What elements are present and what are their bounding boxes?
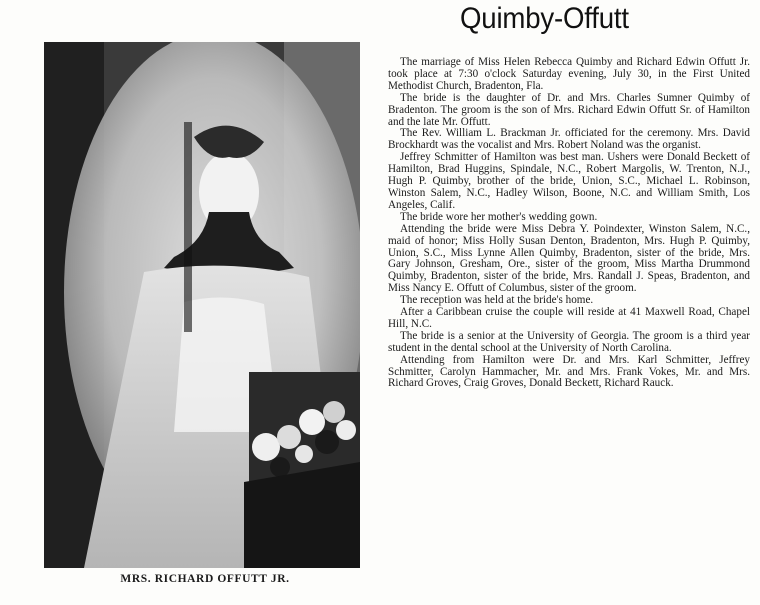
bride-portrait-illustration (44, 42, 360, 568)
article-paragraph: After a Caribbean cruise the couple will reside at 41 Maxwell Road, Chapel Hill, N.C. (388, 306, 750, 330)
article-paragraph: The marriage of Miss Helen Rebecca Quimby and Richard Edwin Offutt Jr. took place at 7:30 o'clock Saturday evening, July 30, in the First United Methodist Church, Bradenton, Fla. (388, 56, 750, 92)
bride-portrait-photo (44, 42, 360, 568)
article-paragraph: The Rev. William L. Brackman Jr. officiated for the ceremony. Mrs. David Brockhardt was the vocalist and Mrs. Robert Noland was the organist. (388, 127, 750, 152)
article-paragraph: Attending from Hamilton were Dr. and Mrs. Karl Schmitter, Jeffrey Schmitter, Carolyn Hammacher, Mr. and Mrs. Frank Vokes, Mr. and Mrs. Richard Groves, Craig Groves, Donald Beckett, Richard Rauck. (388, 353, 750, 390)
article-paragraph: Attending the bride were Miss Debra Y. Poindexter, Winston Salem, N.C., maid of honor; Miss Holly Susan Denton, Bradenton, Mrs. Hugh P. Quimby, Union, S.C., Miss Lynne Allen Quimby, Bradenton, sister of the bride, Mrs. Gary Johnson, Gresham, Ore., sister of the groom, Miss Martha Drummond Quimby, Bradenton, sister of the bride, Mrs. Randall J. Speas, Bradenton, and Miss Nancy E. Offutt of Columbus, sister of the groom. (388, 222, 750, 295)
article-paragraph: The reception was held at the bride's home. (400, 294, 594, 307)
article-paragraph: The bride is the daughter of Dr. and Mrs. Charles Sumner Quimby of Bradenton. The groom is the son of Mrs. Richard Edwin Offutt Sr. of Hamilton and the late Mr. Offutt. (388, 91, 750, 128)
article-paragraph: Jeffrey Schmitter of Hamilton was best man. Ushers were Donald Beckett of Hamilton, Brad Huggins, Spindale, N.C., Robert Margolis, W. Trenton, N.J., Hugh P. Quimby, brother of the bride, Union, S.C., Michael L. Robinson, Winston Salem, N.C., Hadley Wilson, Boone, N.C. and William Smith, Los Angeles, Calif. (388, 151, 750, 211)
photo-caption: MRS. RICHARD OFFUTT JR. (120, 573, 290, 585)
article-headline: Quimby-Offutt (460, 2, 629, 35)
article-body (388, 57, 750, 390)
article-paragraph: The bride wore her mother's wedding gown. (400, 210, 598, 223)
article-paragraph: The bride is a senior at the University of Georgia. The groom is a third year student in the dental school at the University of North Carolina. (388, 329, 750, 354)
